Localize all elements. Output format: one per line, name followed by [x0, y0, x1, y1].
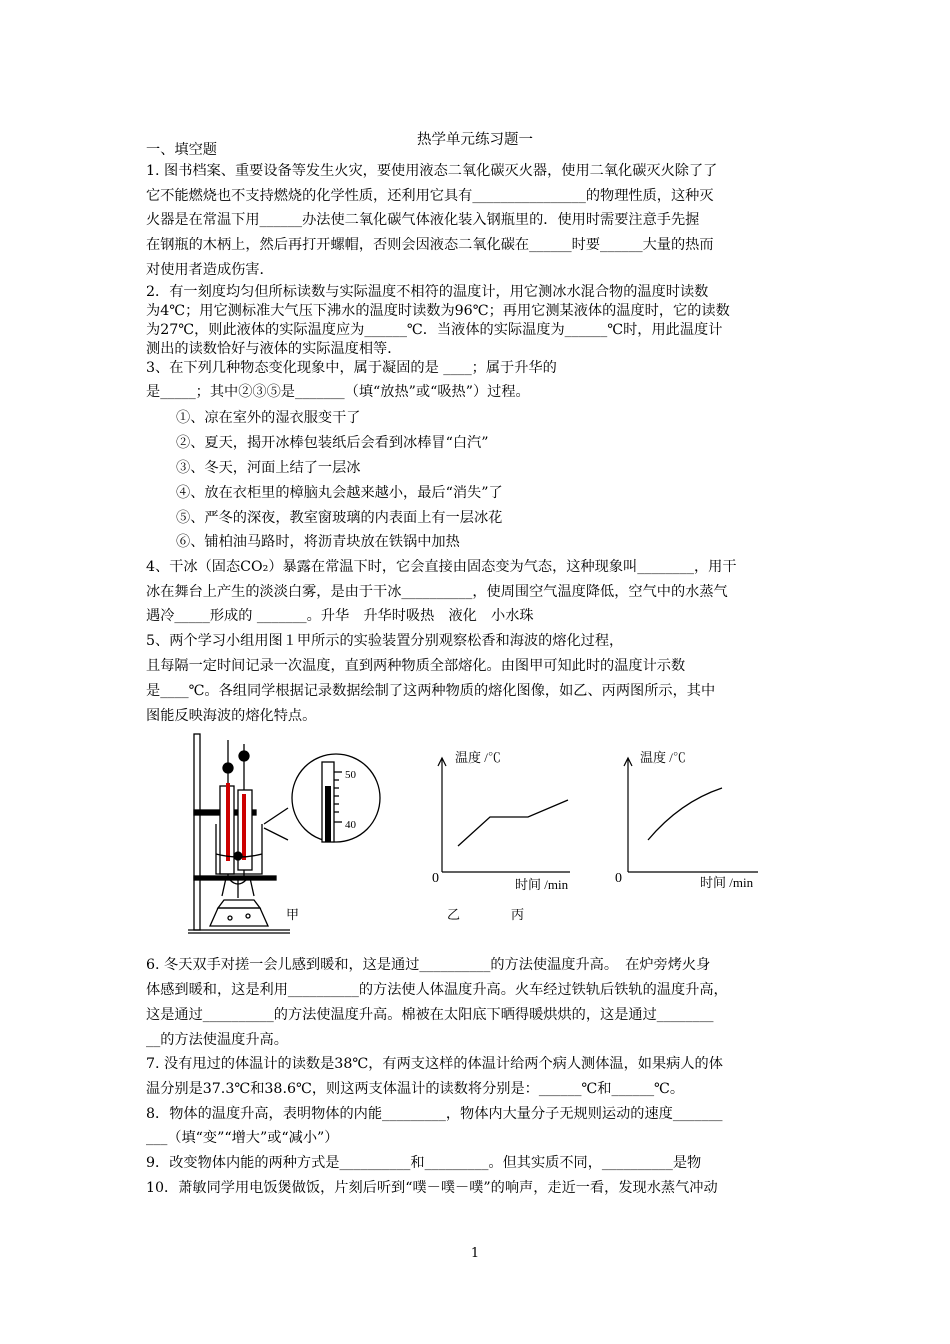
graph-yi-ylabel: 温度 /℃: [455, 750, 501, 765]
thermometer-tick-40: 40: [345, 819, 356, 831]
q6-line4: __的方法使温度升高。: [146, 1032, 288, 1048]
q6-line3: 这是通过__________的方法使温度升高。棉被在太阳底下晒得暖烘烘的，这是通过________: [146, 1007, 714, 1023]
q3-option-6: ⑥、铺柏油马路时，将沥青块放在铁锅中加热: [176, 534, 460, 550]
q4-line1: 4、干冰（固态CO₂）暴露在常温下时，它会直接由固态变为气态，这种现象叫________，用干: [146, 559, 737, 575]
graph-yi: [438, 758, 570, 872]
graph-bing: [624, 758, 758, 872]
graph-yi-origin: 0: [432, 871, 439, 886]
caption-bing: 丙: [511, 907, 525, 922]
q6-line1: 6. 冬天双手对搓一会儿感到暖和，这是通过__________的方法使温度升高。 在炉旁烤火身: [146, 957, 711, 973]
q10-line1: 10．萧敏同学用电饭煲做饭，片刻后听到“噗－噗－噗”的响声，走近一看，发现水蒸气冲动: [146, 1180, 718, 1196]
q4-line3: 遇冷_____形成的 _______。升华 升华时吸热 液化 小水珠: [146, 608, 534, 624]
graph-bing-ylabel: 温度 /℃: [640, 750, 686, 765]
page-title: 热学单元练习题一: [417, 132, 533, 148]
q3-option-4: ④、放在衣柜里的樟脑丸会越来越小，最后“消失”了: [176, 485, 503, 501]
q5-line3: 是____℃。各组同学根据记录数据绘制了这两种物质的熔化图像，如乙、丙两图所示，其中: [146, 683, 716, 699]
q1-line4: 在钢瓶的木柄上，然后再打开螺帽，否则会因液态二氧化碳在______时要______大量的热而: [146, 237, 714, 253]
caption-yi: 乙: [447, 907, 461, 922]
graph-bing-origin: 0: [615, 871, 622, 886]
experiment-figure-svg: [180, 728, 820, 938]
page-number: 1: [470, 1246, 480, 1261]
q3-option-1: ①、凉在室外的湿衣服变干了: [176, 410, 361, 426]
graph-bing-curve: [648, 788, 722, 840]
graph-yi-curve: [458, 800, 568, 846]
q1-line3: 火器是在常温下用______办法使二氧化碳气体液化装入钢瓶里的．使用时需要注意手先握: [146, 212, 700, 228]
q3-option-2: ②、夏天，揭开冰棒包装纸后会看到冰棒冒“白汽”: [176, 435, 489, 451]
caption-jia: 甲: [286, 907, 300, 922]
q5-line1: 5、两个学习小组用图１甲所示的实验装置分别观察松香和海波的熔化过程，: [146, 633, 624, 649]
q7-line1: 7. 没有甩过的体温计的读数是38℃，有两支这样的体温计给两个病人测体温，如果病人的体: [146, 1056, 723, 1072]
section-heading: 一、填空题: [146, 142, 217, 158]
q8-line2: ___（填“变”“增大”或“减小”）: [146, 1130, 339, 1146]
figure-1: [180, 728, 820, 942]
q3-line1: 3、在下列几种物态变化现象中，属于凝固的是 ____；属于升华的: [146, 360, 557, 376]
q2-line2: 为4℃；用它测标准大气压下沸水的温度时读数为96℃；再用它测某液体的温度时，它的读数: [146, 303, 730, 319]
q1-line5: 对使用者造成伤害．: [146, 262, 274, 278]
q7-line2: 温分别是37.3℃和38.6℃，则这两支体温计的读数将分别是：______℃和______℃。: [146, 1081, 685, 1097]
q1-line1: 1. 图书档案、重要设备等发生火灾，要使用液态二氧化碳灭火器，使用二氧化碳灭火除了了: [146, 163, 718, 179]
q3-option-3: ③、冬天，河面上结了一层冰: [176, 460, 361, 476]
q4-line2: 冰在舞台上产生的淡淡白雾，是由于干冰__________，使周围空气温度降低，空气中的水蒸气: [146, 584, 728, 600]
graph-yi-xlabel: 时间 /min: [515, 877, 569, 892]
q2-line1: 2．有一刻度均匀但所标读数与实际温度不相符的温度计，用它测冰水混合物的温度时读数: [146, 284, 709, 300]
q9-line1: 9．改变物体内能的两种方式是__________和_________。但其实质不同，__________是物: [146, 1155, 702, 1171]
q1-line2: 它不能燃烧也不支持燃烧的化学性质，还利用它具有________________的物理性质，这种灭: [146, 188, 714, 204]
q5-line2: 且每隔一定时间记录一次温度，直到两种物质全部熔化。由图甲可知此时的温度计示数: [146, 658, 686, 674]
thermometer-tick-50: 50: [345, 769, 356, 781]
graph-bing-xlabel: 时间 /min: [700, 875, 754, 890]
q2-line3: 为27℃，则此液体的实际温度应为______℃．当液体的实际温度为______℃时，用此温度计: [146, 322, 723, 338]
experiment-apparatus: [188, 734, 290, 933]
q2-line4: 测出的读数恰好与液体的实际温度相等．: [146, 341, 402, 357]
q3-line2: 是_____；其中②③⑤是_______（填“放热”或“吸热”）过程。: [146, 384, 530, 400]
q3-option-5: ⑤、严冬的深夜，教室窗玻璃的内表面上有一层冰花: [176, 510, 503, 526]
thermometer-zoom: [292, 754, 380, 842]
q6-line2: 体感到暖和，这是利用__________的方法使人体温度升高。火车经过铁轨后铁轨的温度升高，: [146, 982, 728, 998]
q8-line1: 8．物体的温度升高，表明物体的内能_________，物体内大量分子无规则运动的速度_______: [146, 1106, 723, 1122]
q5-line4: 图能反映海波的熔化特点。: [146, 708, 317, 724]
